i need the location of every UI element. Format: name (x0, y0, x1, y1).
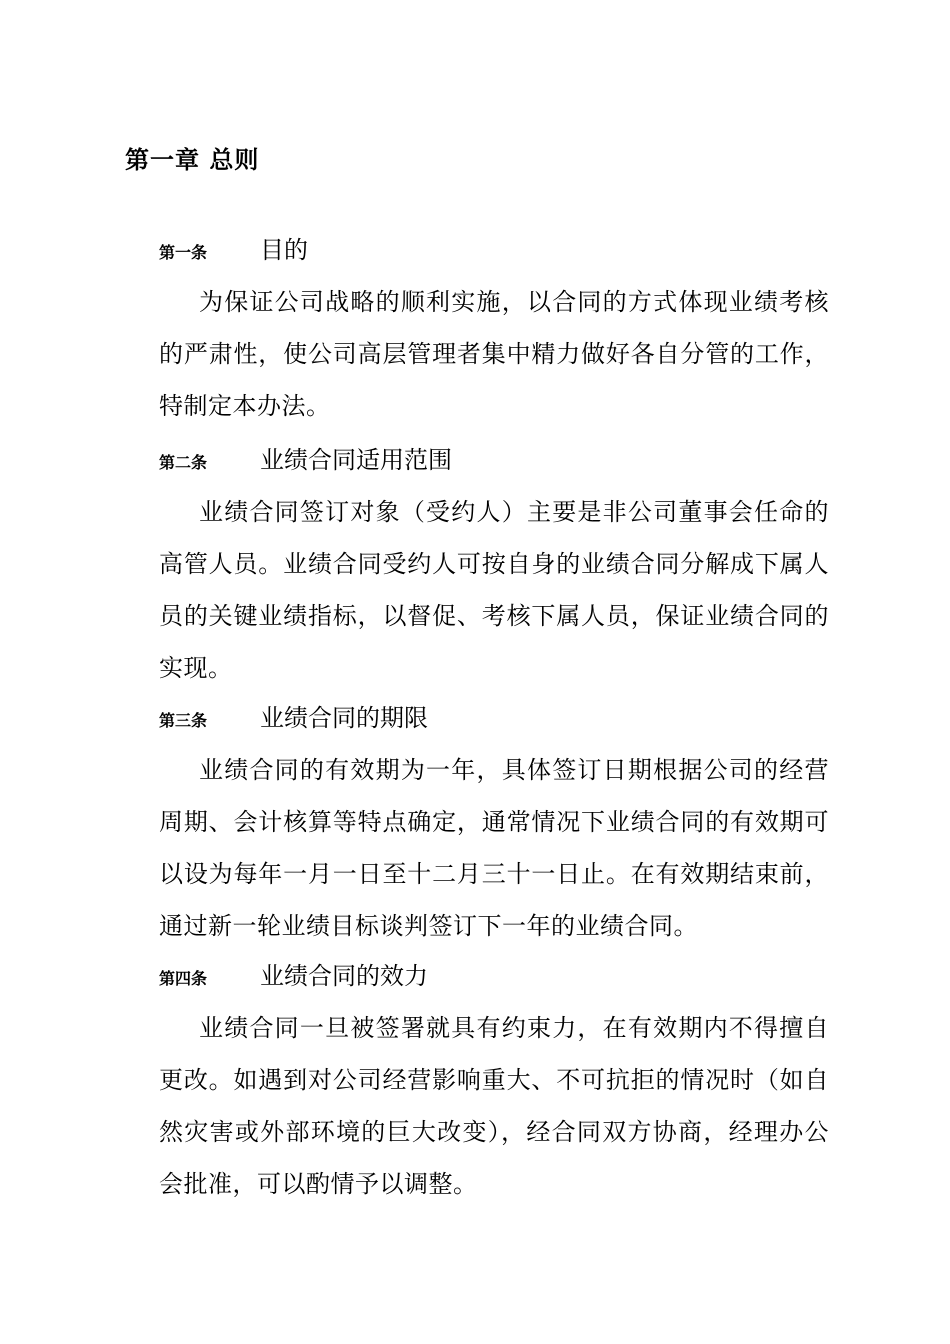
article-title: 业绩合同的期限 (260, 704, 428, 732)
article-heading (159, 698, 829, 738)
article-title: 目的 (260, 236, 308, 264)
chapter-title: 第一章 总则 (125, 146, 260, 174)
article-body: 业绩合同签订对象（受约人）主要是非公司董事会任命的高管人员。业绩合同受约人可按自身的业绩合同分解成下属人员的关键业绩指标，以督促、考核下属人员，保证业绩合同的实现。 (159, 498, 829, 682)
article-1 (159, 230, 829, 432)
article-2 (159, 440, 829, 694)
article-heading (159, 230, 829, 270)
article-body: 业绩合同一旦被签署就具有约束力，在有效期内不得擅自更改。如遇到对公司经营影响重大、不可抗拒的情况时（如自然灾害或外部环境的巨大改变），经合同双方协商，经理办公会批准，可以酌情予以调整。 (159, 1014, 829, 1198)
article-body: 业绩合同的有效期为一年，具体签订日期根据公司的经营周期、会计核算等特点确定，通常情况下业绩合同的有效期可以设为每年一月一日至十二月三十一日止。在有效期结束前，通过新一轮业绩目标谈判签订下一年的业绩合同。 (159, 756, 829, 940)
article-body: 为保证公司战略的顺利实施，以合同的方式体现业绩考核的严肃性，使公司高层管理者集中精力做好各自分管的工作，特制定本办法。 (159, 288, 829, 420)
article-3 (159, 698, 829, 952)
article-heading (159, 956, 829, 996)
article-number: 第二条 (159, 453, 208, 472)
article-number: 第三条 (159, 711, 208, 730)
article-4 (159, 956, 829, 1210)
article-title: 业绩合同适用范围 (260, 446, 452, 474)
article-heading (159, 440, 829, 480)
article-number: 第一条 (159, 243, 208, 262)
article-number: 第四条 (159, 969, 208, 988)
article-title: 业绩合同的效力 (260, 962, 428, 990)
